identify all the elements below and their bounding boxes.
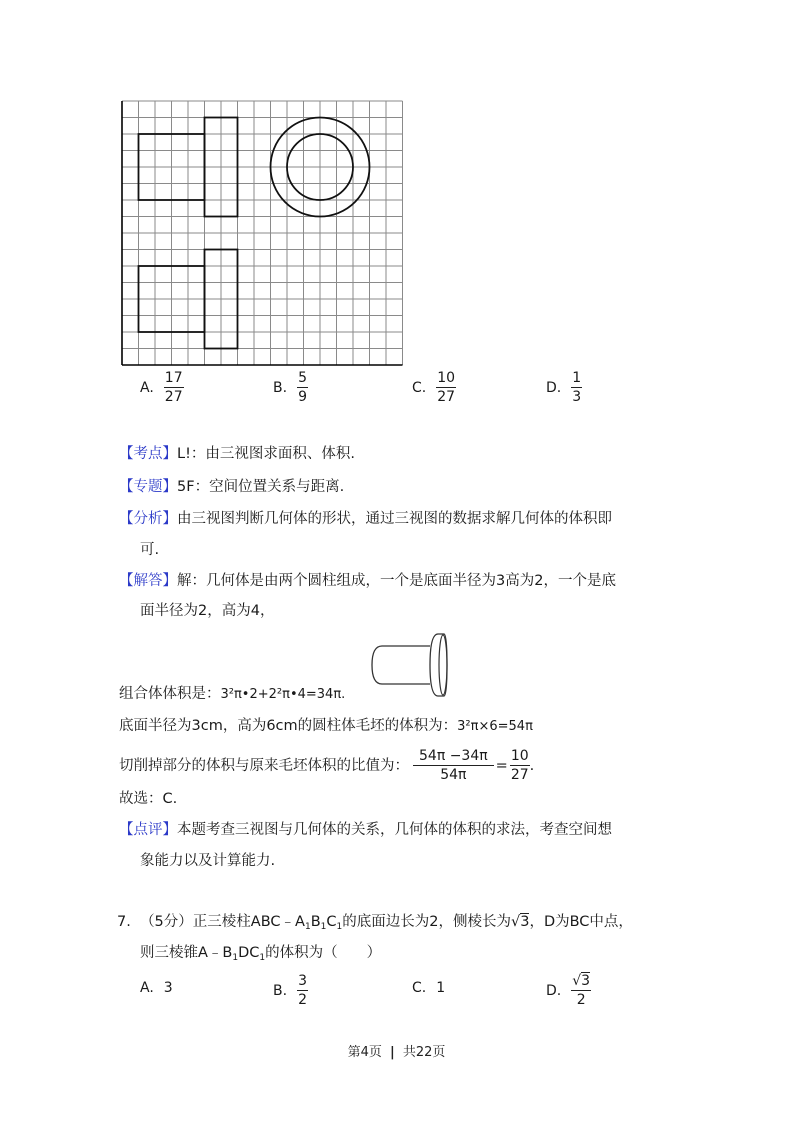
- small-cylinder-body: [372, 646, 430, 684]
- option-fraction: [571, 370, 582, 405]
- sqrt-value: 3: [581, 973, 591, 989]
- option-letter: B.: [273, 982, 288, 999]
- jieda-text: 解：几何体是由两个圆柱组成，一个是底面半径为3高为2，一个是底: [177, 573, 616, 589]
- sqrt-icon: √: [510, 914, 521, 930]
- q6-option-b: [273, 370, 308, 405]
- q7-text: 的体积为（ ）: [265, 945, 382, 961]
- large-cylinder-face: [439, 635, 447, 695]
- q7-text: C: [326, 914, 337, 930]
- q7-text: 正三棱柱ABC﹣A: [192, 914, 305, 930]
- combined-prefix: 组合体体积是：: [119, 686, 221, 702]
- dianping-line2: 象能力以及计算能力.: [140, 853, 276, 869]
- numerator: 17: [164, 370, 183, 386]
- kaodian-text: L!：由三视图求面积、体积.: [177, 446, 355, 462]
- q6-option-a: [140, 370, 184, 405]
- cylinder-illustration: [368, 632, 452, 700]
- option-letter: B.: [273, 379, 288, 396]
- fenxi-text: 由三视图判断几何体的形状，通过三视图的数据求解几何体的体积即: [177, 511, 612, 527]
- sqrt-icon: √: [572, 973, 582, 989]
- q6-option-d: [546, 370, 582, 405]
- q7-score: （5分）: [140, 914, 193, 930]
- fenxi-line2: 可.: [140, 542, 160, 558]
- q7-option-c: [412, 980, 445, 996]
- large-cylinder-rim: [430, 634, 438, 696]
- q7-text: 的底面边长为2，侧棱长为: [342, 914, 511, 930]
- kaodian-tag: 【考点】: [119, 446, 177, 462]
- jieda-line1: [119, 571, 616, 591]
- fenxi-tag: 【分析】: [119, 511, 177, 527]
- option-fraction: [571, 973, 591, 1008]
- numerator: 3: [298, 973, 307, 989]
- option-letter: C.: [412, 379, 427, 396]
- ratio-fraction: [413, 748, 494, 783]
- option-letter: A.: [140, 980, 154, 996]
- q7-text: 则三棱锥A﹣B: [140, 945, 233, 961]
- blank-formula: 3²π×6=54π: [457, 719, 533, 734]
- q7-line1: [117, 912, 633, 937]
- blank-volume-line: [119, 716, 533, 737]
- subscript: 1: [336, 922, 343, 932]
- fenxi-line1: [119, 509, 612, 529]
- q7-text: DC: [238, 945, 260, 961]
- q6-option-c: [412, 370, 456, 405]
- combined-formula: 3²π•2+2²π•4=34π.: [220, 687, 346, 702]
- ratio-equals: =: [495, 757, 508, 774]
- subscript: 1: [320, 922, 327, 932]
- ratio-end: .: [529, 757, 535, 774]
- option-letter: A.: [140, 379, 154, 396]
- subscript: 1: [259, 953, 266, 963]
- zhuanti-line: [119, 477, 344, 497]
- page-footer: [0, 1041, 793, 1060]
- dianping-line1: [119, 820, 612, 840]
- sqrt-value: 3: [520, 914, 530, 930]
- denominator: 27: [437, 389, 456, 405]
- jieda-line2: 面半径为2，高为4，: [140, 603, 275, 619]
- page-total: 共22页: [402, 1045, 446, 1060]
- ratio-numerator: 54π −34π: [413, 748, 494, 766]
- ratio-denominator: 54π: [440, 767, 467, 783]
- option-value: 3: [163, 980, 173, 996]
- blank-prefix: 底面半径为3cm，高为6cm的圆柱体毛坯的体积为：: [119, 718, 458, 734]
- option-fraction: [297, 973, 308, 1008]
- ratio-line: [119, 748, 534, 783]
- option-fraction: [436, 370, 456, 405]
- kaodian-line: [119, 444, 355, 464]
- denominator: 2: [576, 992, 586, 1008]
- page-number: 第4页: [347, 1045, 382, 1060]
- numerator: 5: [298, 370, 307, 386]
- option-letter: D.: [546, 379, 562, 396]
- q7-number: 7.: [117, 914, 131, 930]
- footer-separator: |: [389, 1045, 395, 1060]
- zhuanti-tag: 【专题】: [119, 479, 177, 495]
- zhuanti-text: 5F：空间位置关系与距离.: [177, 479, 345, 495]
- denominator: 2: [298, 992, 307, 1008]
- dianping-tag: 【点评】: [119, 822, 177, 838]
- subscript: 1: [232, 953, 239, 963]
- numerator: 10: [437, 370, 456, 386]
- q7-line2: [140, 943, 381, 968]
- q7-option-b: [273, 973, 308, 1008]
- subscript: 1: [304, 922, 311, 932]
- option-fraction: [297, 370, 308, 405]
- jieda-tag: 【解答】: [119, 573, 177, 589]
- option-letter: D.: [546, 982, 562, 999]
- dianping-text: 本题考查三视图与几何体的关系，几何体的体积的求法，考查空间想: [177, 822, 612, 838]
- combined-volume-line: [119, 684, 345, 705]
- ratio-result-den: 27: [510, 767, 529, 783]
- ratio-prefix: 切削掉部分的体积与原来毛坯体积的比值为：: [119, 757, 409, 774]
- q7-option-d: [546, 973, 591, 1008]
- q7-text: B: [310, 914, 321, 930]
- option-letter: C.: [412, 980, 427, 996]
- denominator: 9: [298, 389, 307, 405]
- denominator: 27: [164, 389, 183, 405]
- q7-text: ，D为BC中点，: [529, 914, 633, 930]
- ratio-result-num: 10: [510, 748, 529, 764]
- three-view-figure: [121, 100, 409, 366]
- answer-line: 故选：C.: [119, 791, 178, 807]
- numerator: 1: [572, 370, 582, 386]
- denominator: 3: [572, 389, 582, 405]
- option-value: 1: [436, 980, 446, 996]
- numerator: [571, 973, 591, 991]
- option-fraction: [164, 370, 184, 405]
- q7-option-a: [140, 980, 173, 996]
- ratio-result: [510, 748, 530, 783]
